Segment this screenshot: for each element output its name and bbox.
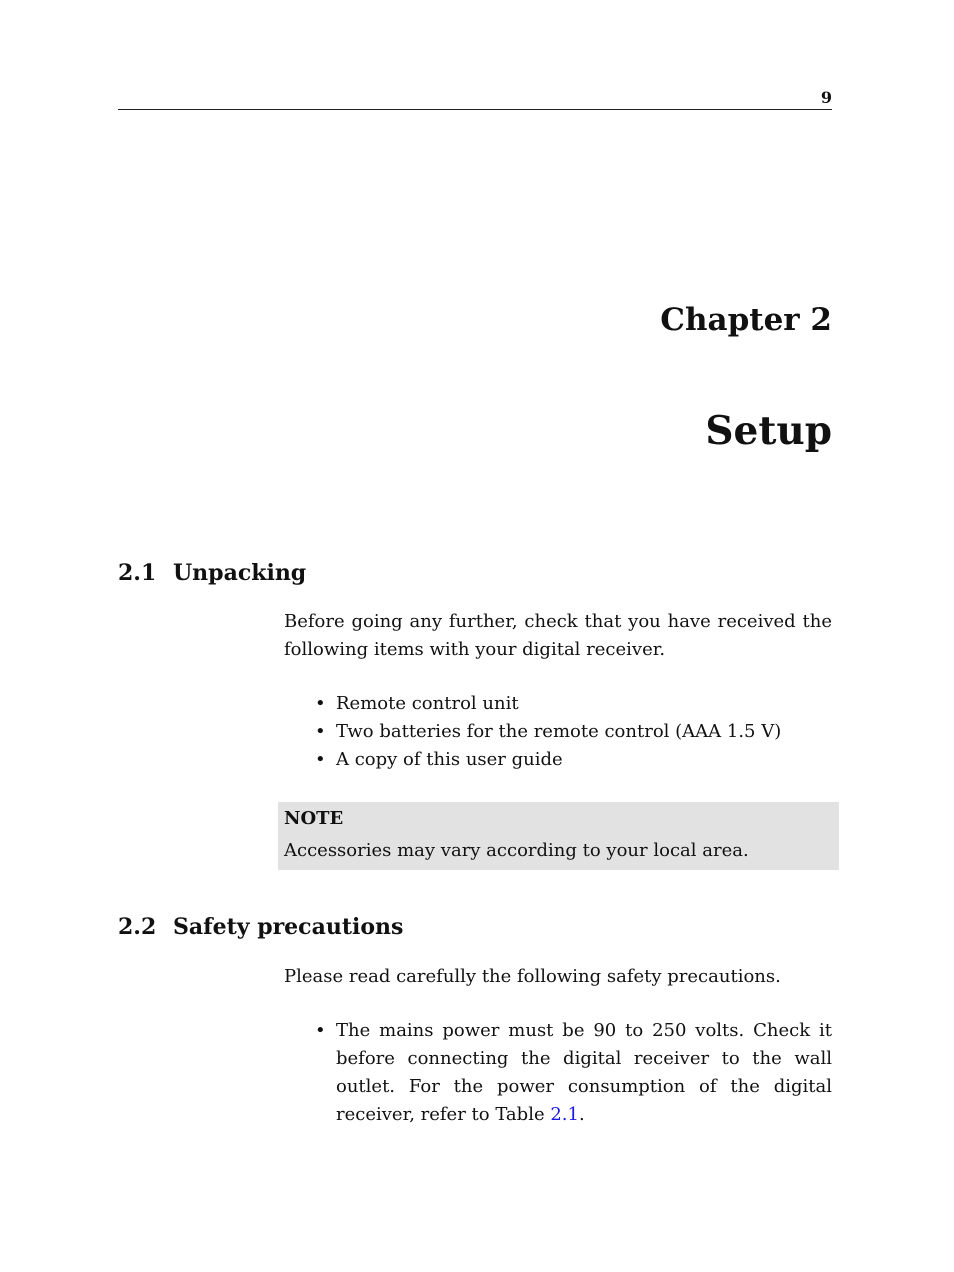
safety-intro: Please read carefully the following safety precautions. (284, 966, 781, 987)
page-number: 9 (820, 88, 832, 107)
note-title: NOTE (284, 808, 344, 829)
section-title: Unpacking (173, 560, 307, 586)
safety-precautions-list (315, 1017, 832, 1129)
section-number: 2.1 (118, 560, 157, 586)
list-item-text: Remote control unit (336, 693, 519, 714)
bullet-icon: • (315, 721, 326, 742)
list-item-text: Two batteries for the remote control (AAA 1.5 V) (336, 721, 782, 742)
list-item-text: The mains power must be 90 to 250 volts. Check it before connecting the digital receiver to the wall outlet. For the power consumption of the digital receiver, refer to Table (336, 1020, 832, 1125)
list-item-text-end: . (578, 1104, 585, 1125)
bullet-icon: • (315, 1020, 326, 1041)
header-rule (118, 109, 832, 110)
list-item-text: A copy of this user guide (336, 749, 563, 770)
note-box (278, 802, 839, 870)
list-item (315, 1017, 832, 1129)
section-number: 2.2 (118, 914, 157, 940)
section-heading-unpacking (118, 560, 832, 586)
chapter-label: Chapter 2 (660, 302, 832, 338)
note-text: Accessories may vary according to your local area. (284, 840, 749, 861)
unpacking-intro: Before going any further, check that you have received the following items with your digital receiver. (284, 611, 832, 660)
chapter-title: Setup (705, 408, 832, 454)
table-reference-link[interactable]: 2.1 (550, 1104, 579, 1125)
section-heading-safety-precautions (118, 914, 832, 940)
list-item (315, 718, 832, 746)
unpacking-items-list (315, 690, 832, 774)
section-title: Safety precautions (173, 914, 404, 940)
list-item (315, 690, 832, 718)
list-item (315, 746, 832, 774)
bullet-icon: • (315, 693, 326, 714)
bullet-icon: • (315, 749, 326, 770)
